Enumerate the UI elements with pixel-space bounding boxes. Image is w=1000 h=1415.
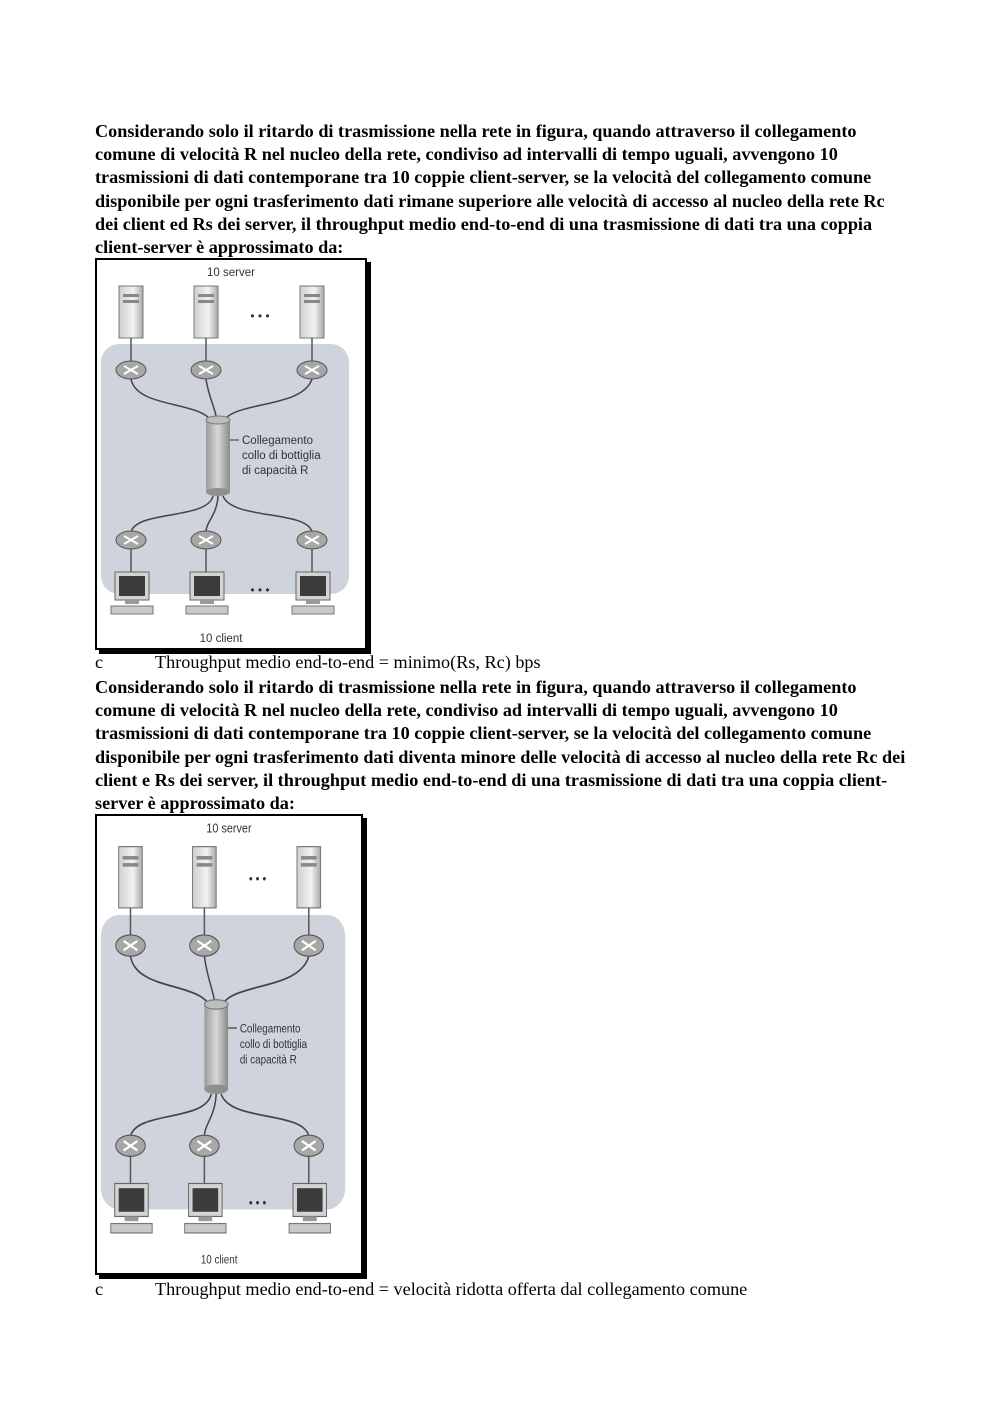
answer-1 xyxy=(95,651,910,674)
client-computer-icon xyxy=(185,1183,226,1232)
router-icon xyxy=(116,361,146,379)
network-figure-1 xyxy=(95,258,367,650)
network-diagram-1 xyxy=(97,260,365,648)
question-1-text: Considerando solo il ritardo di trasmissione nella rete in figura, quando attraverso il collegamento comune di velocità R nel nucleo della rete, condiviso ad intervalli di tempo uguali, avvengono 10 trasmissioni di dati contemporane tra 10 coppie client-server, se la velocità del collegamento comune disponibile per ogni trasferimento dati rimane superiore alle velocità di accesso al nucleo della rete Rc dei client ed Rs dei server, il throughput medio end-to-end di una trasmissione di dati tra una coppia client-server è approssimato da: xyxy=(95,121,885,258)
client-computer-icon xyxy=(289,1183,330,1232)
router-icon xyxy=(294,1135,324,1156)
link-label-line-1: Collegamento xyxy=(239,1022,301,1036)
router-icon xyxy=(116,935,146,956)
router-icon xyxy=(116,531,146,549)
router-icon xyxy=(297,361,327,379)
router-icon xyxy=(191,361,221,379)
server-icon xyxy=(119,847,143,908)
client-computer-icon xyxy=(111,1183,152,1232)
answer-2 xyxy=(95,1278,910,1301)
router-icon xyxy=(190,935,220,956)
network-figure-2 xyxy=(95,814,363,1275)
link-label-line-3: di capacità R xyxy=(239,1053,297,1067)
link-label-line-2: collo di bottiglia xyxy=(239,1038,308,1052)
answer-1-text: Throughput medio end-to-end = minimo(Rs, Rc) bps xyxy=(155,652,541,672)
server-icon xyxy=(193,847,217,908)
server-icon xyxy=(194,286,218,338)
question-2-text: Considerando solo il ritardo di trasmissione nella rete in figura, quando attraverso il collegamento comune di velocità R nel nucleo della rete, condiviso ad intervalli di tempo uguali, avvengono 10 trasmissioni di dati contemporane tra 10 coppie client-server, se la velocità del collegamento comune disponibile per ogni trasferimento dati diventa minore delle velocità di accesso al nucleo della rete Rc dei client e Rs dei server, il throughput medio end-to-end di una trasmissione di dati tra una coppia client-server è approssimato da: xyxy=(95,677,906,814)
ellipsis-top: • • • xyxy=(250,309,270,323)
server-icon xyxy=(297,847,321,908)
top-label: 10 server xyxy=(206,820,252,836)
link-label-line-1: Collegamento xyxy=(242,435,313,447)
answer-2-text: Throughput medio end-to-end = velocità ridotta offerta dal collegamento comune xyxy=(155,1279,748,1299)
client-computer-icon xyxy=(292,572,334,614)
link-label-line-3: di capacità R xyxy=(242,465,309,477)
client-computer-icon xyxy=(186,572,228,614)
router-icon xyxy=(191,531,221,549)
client-computer-icon xyxy=(111,572,153,614)
bottleneck-link-icon xyxy=(204,1000,228,1094)
server-icon xyxy=(300,286,324,338)
router-icon xyxy=(190,1135,220,1156)
router-icon xyxy=(297,531,327,549)
server-icon xyxy=(119,286,143,338)
bottleneck-link-icon xyxy=(206,416,230,496)
ellipsis-top: • • • xyxy=(248,871,267,887)
router-icon xyxy=(116,1135,146,1156)
ellipsis-bottom: • • • xyxy=(250,583,270,597)
answer-2-letter: c xyxy=(95,1279,104,1299)
link-label-line-2: collo di bottiglia xyxy=(242,450,321,462)
bottom-label: 10 client xyxy=(200,1253,238,1267)
answer-1-letter: c xyxy=(95,652,104,672)
router-icon xyxy=(294,935,324,956)
network-diagram-2 xyxy=(97,816,361,1273)
bottom-label: 10 client xyxy=(199,633,243,645)
ellipsis-bottom: • • • xyxy=(248,1195,267,1211)
top-label: 10 server xyxy=(207,267,255,279)
